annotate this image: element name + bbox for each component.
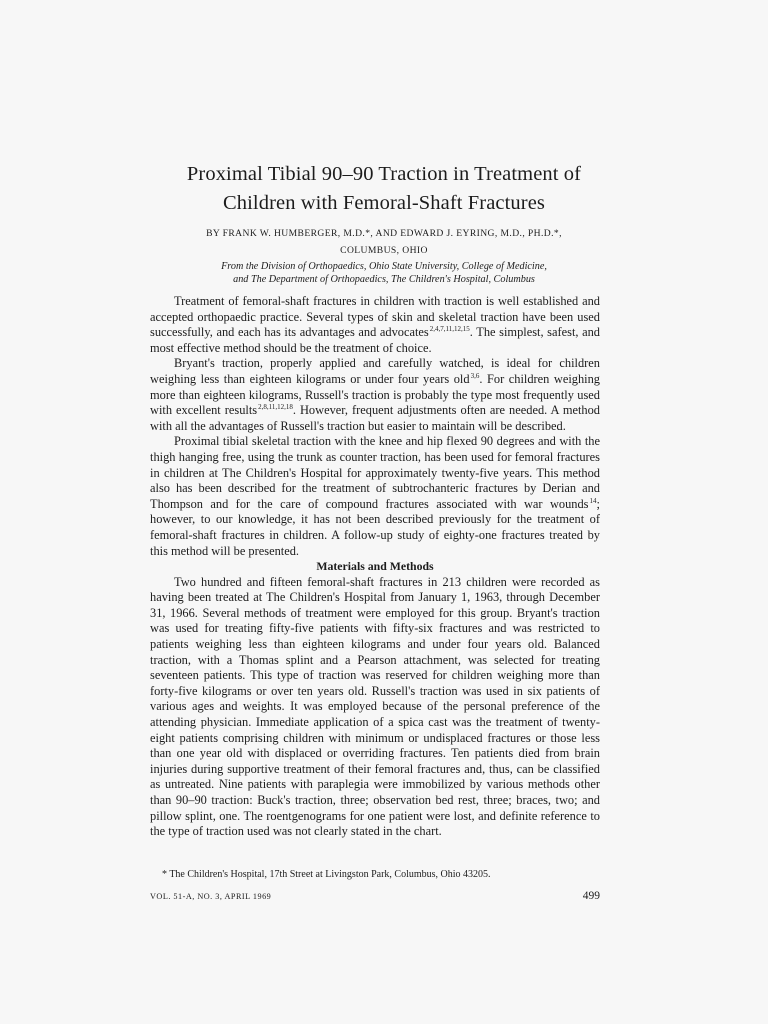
citation-refs: 2,4,7,11,12,15 <box>429 325 470 334</box>
author-byline <box>130 225 638 259</box>
paragraph-text: . For children weighing more than eighteen kilograms, Russell's traction is probably the type most frequently used with excellent results <box>150 371 600 418</box>
citation-refs: 2,8,11,12,18 <box>258 403 293 412</box>
paragraph-text: Proximal tibial skeletal traction with the knee and hip flexed 90 degrees and with the thigh hanging free, using the trunk as counter traction, has been used for femoral fractures in children at The Children's Hospital for approximately twenty-five years. This method also has been described for the treatment of subtrochanteric fractures by Derian and Thompson and for the care of compound fractures associated with war wounds <box>150 434 600 511</box>
paragraph-4: Two hundred and fifteen femoral-shaft fractures in 213 children were recorded as having been treated at The Children's Hospital from January 1, 1963, through December 31, 1966. Several methods of treatment were employed for this group. Bryant's traction was used for treating fifty-five patients with fifty-six fractures and was restricted to patients weighing less than eighteen kilograms and under four years old. Balanced traction, with a Thomas splint and a Pearson attachment, was selected for treating seventeen patients. This type of traction was reserved for children weighing more than forty-five kilograms or over ten years old. Russell's traction was used in six patients of various ages and weights. It was employed because of the personal preference of the attending physician. Immediate application of a spica cast was the treatment of twenty-eight patients comprising children with minimum or undisplaced fractures or those less than one year old with displaced or overriding fractures. Ten patients died from brain injuries during supportive treatment of their femoral fractures and, thus, can be classified as untreated. Nine patients with paraplegia were immobilized by various methods other than 90–90 traction: Buck's traction, three; observation bed rest, three; braces, two; and pillow splint, one. The roentgenograms for one patient were lost, and definite reference to the type of traction used was not clearly stated in the chart. <box>150 574 600 839</box>
affiliation-line-1: From the Division of Orthopaedics, Ohio State University, College of Medicine, <box>221 261 547 272</box>
journal-citation: VOL. 51-A, NO. 3, APRIL 1969 <box>150 892 272 901</box>
article-body <box>150 294 600 840</box>
footnote: * The Children's Hospital, 17th Street at Livingston Park, Columbus, Ohio 43205. <box>162 869 491 880</box>
paragraph-3 <box>150 434 600 559</box>
article-title <box>120 160 648 218</box>
paragraph-text: Treatment of femoral-shaft fractures in children with traction is well established and accepted orthopaedic practice. Several types of skin and skeletal traction have been used successfully, and each has its advantages and advocates <box>150 294 600 340</box>
paragraph-text: Bryant's traction, properly applied and carefully watched, is ideal for children weighing less than eighteen kilograms or under four years old <box>150 356 600 386</box>
paragraph-1 <box>150 294 600 356</box>
paragraph-text: . The simplest, safest, and most effective method should be the treatment of choice. <box>150 325 600 355</box>
title-line-1: Proximal Tibial 90–90 Traction in Treatment of <box>186 163 582 185</box>
citation-refs: 14 <box>589 496 597 505</box>
citation-refs: 3,6 <box>470 371 480 380</box>
affiliation <box>150 260 618 286</box>
paragraph-text: . However, frequent adjustments often are needed. A method with all the advantages of Russell's traction but easier to maintain will be described. <box>150 403 600 433</box>
paragraph-text: ; however, to our knowledge, it has not been described previously for the treatment of femoral-shaft fractures in children. A follow-up study of eighty-one fractures treated by this method will be presented. <box>150 496 600 558</box>
author-line-1: BY FRANK W. HUMBERGER, M.D.*, AND EDWARD J. EYRING, M.D., PH.D.*, <box>206 228 562 239</box>
page-number: 499 <box>582 890 600 902</box>
paragraph-2 <box>150 356 600 434</box>
section-heading: Materials and Methods <box>316 559 434 574</box>
title-line-2: Children with Femoral-Shaft Fractures <box>223 192 545 214</box>
affiliation-line-2: and The Department of Orthopaedics, The Children's Hospital, Columbus <box>233 274 535 285</box>
running-footer <box>150 890 600 903</box>
author-line-2: COLUMBUS, OHIO <box>340 245 428 256</box>
